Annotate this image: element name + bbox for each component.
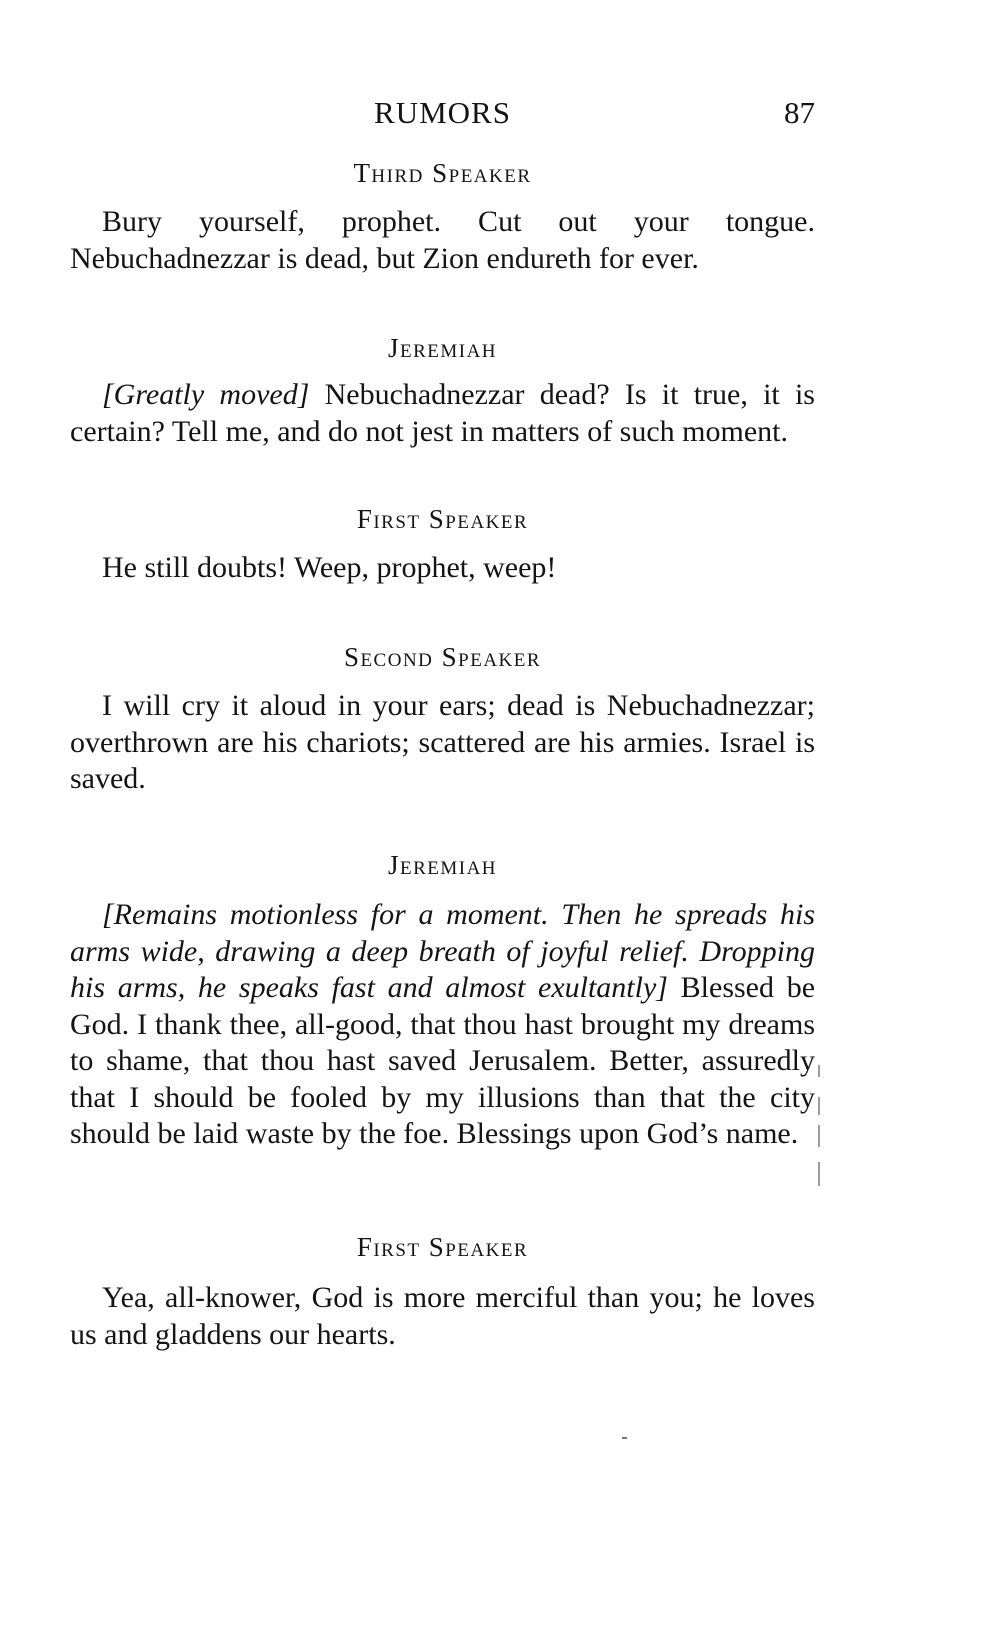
speaker-heading: Jeremiah	[387, 850, 498, 880]
dialogue-paragraph	[70, 1280, 815, 1353]
dialogue-text: Bury yourself, prophet. Cut out your tongue. Nebuchadnezzar is dead, but Zion endureth for ever.	[70, 205, 815, 275]
dialogue-text: Blessed be God. I thank thee, all-good, that thou hast brought my dreams to shame, that thou hast saved Jerusalem. Better, assuredly that I should be fooled by my illusions than that the city should be laid waste by the foe. Blessings upon God’s name.	[70, 971, 816, 1150]
dialogue-text: Nebuchadnezzar dead? Is it true, it is certain? Tell me, and do not jest in matters of such moment.	[70, 378, 815, 448]
speaker-heading: Jeremiah	[387, 333, 498, 363]
margin-mark	[818, 1162, 820, 1186]
page-number: 87	[784, 95, 815, 130]
stage-direction: [Greatly moved]	[102, 378, 310, 411]
dialogue-paragraph	[70, 897, 815, 1153]
speaker-heading: First Speaker	[356, 504, 529, 534]
dialogue-paragraph	[70, 377, 815, 450]
scan-speck	[622, 1437, 627, 1439]
dialogue-paragraph	[70, 204, 815, 277]
speaker-heading: Second Speaker	[343, 642, 542, 672]
running-head: RUMORS	[374, 95, 511, 130]
dialogue-text: Yea, all-knower, God is more merciful than you; he loves us and gladdens our hearts.	[70, 1281, 815, 1351]
dialogue-paragraph	[70, 688, 815, 798]
dialogue-paragraph	[70, 550, 815, 587]
margin-mark	[818, 1065, 820, 1077]
dialogue-text: He still doubts! Weep, prophet, weep!	[102, 551, 557, 584]
stage-direction: [Remains motionless for a moment. Then he spreads his arms wide, drawing a deep breath of joyful relief. Dropping his arms, he speaks fast and almost exultantly]	[70, 898, 815, 1004]
margin-mark	[818, 1097, 820, 1115]
speaker-heading: First Speaker	[356, 1232, 529, 1262]
speaker-heading: Third Speaker	[353, 158, 532, 188]
margin-mark	[818, 1125, 820, 1147]
dialogue-text: I will cry it aloud in your ears; dead is Nebuchadnezzar; overthrown are his chariots; scattered are his armies. Israel is saved.	[70, 689, 815, 795]
page-header	[70, 95, 815, 135]
